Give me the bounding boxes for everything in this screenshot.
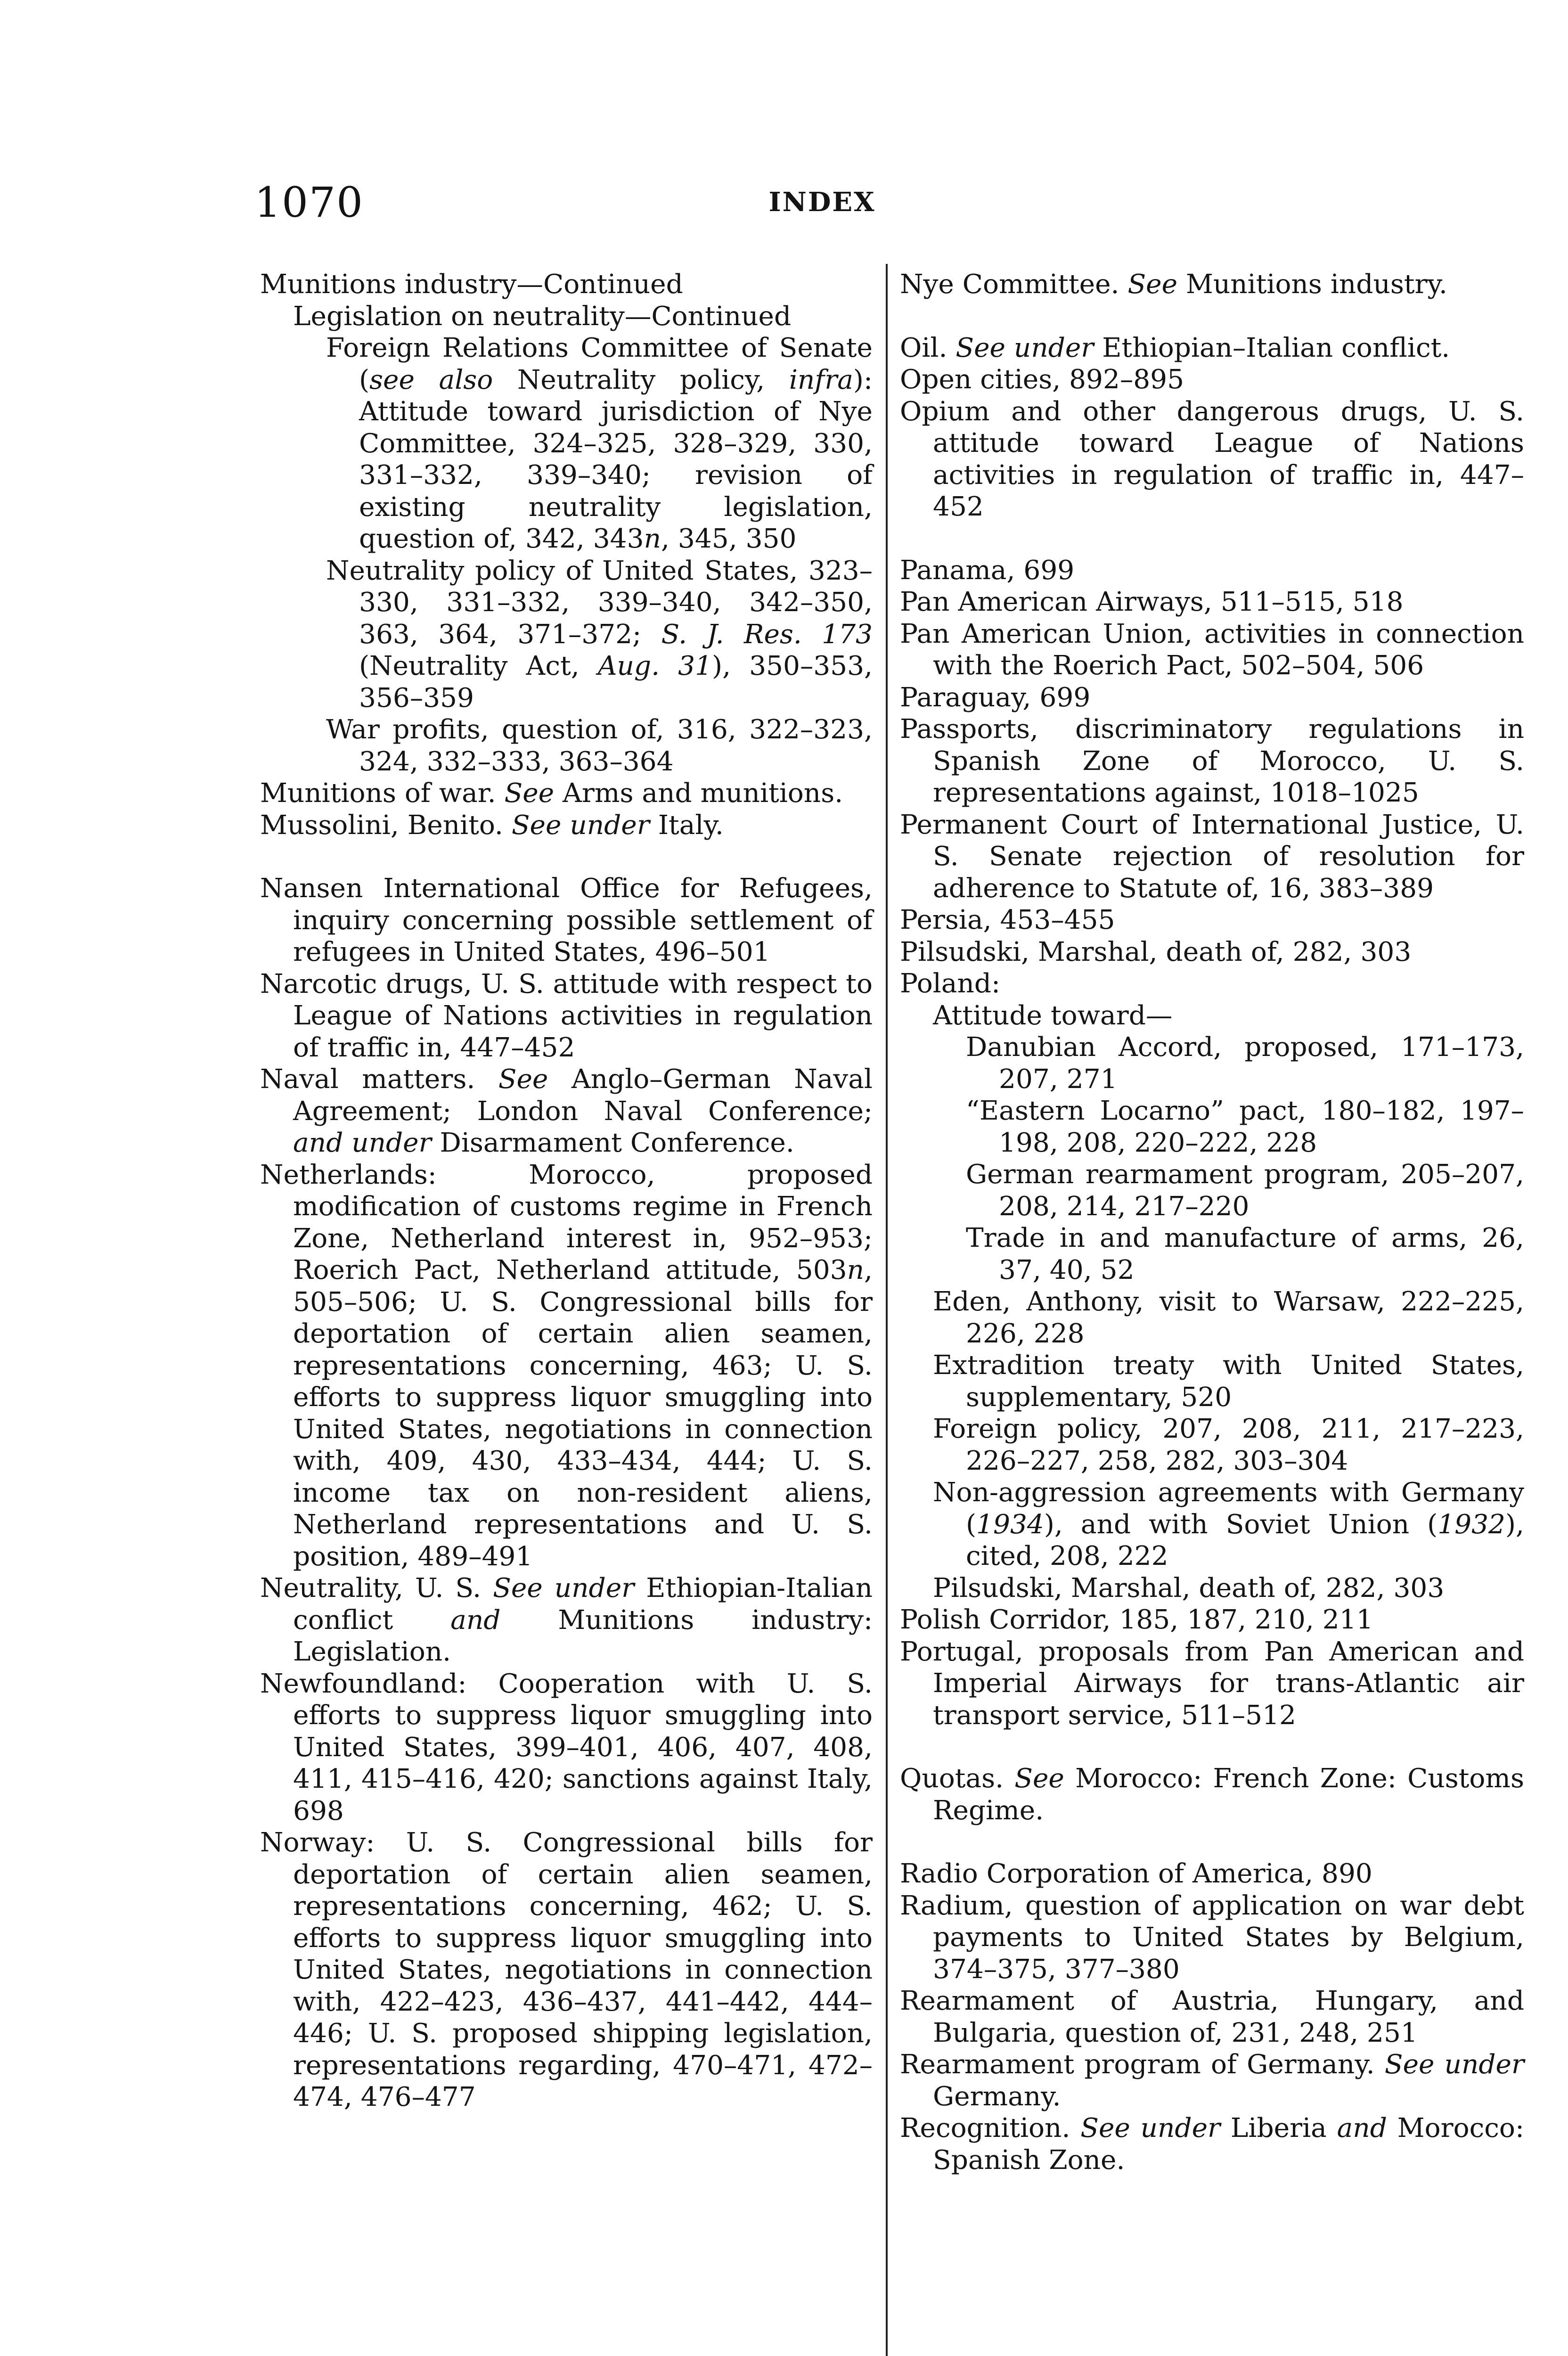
page-header <box>254 179 1390 231</box>
index-entry: Pan American Union, activities in connection with the Roerich Pact, 502–504, 506 <box>900 618 1524 681</box>
index-subentry: Foreign Relations Committee of Senate (see also Neutrality policy, infra): Attitude toward jurisdiction of Nye Committee, 324–325, 328–329, 330, 331–332, 339–340; revision of existing neutrality legislation, question of, 342, 343n, 345, 350 <box>326 333 873 554</box>
index-entry: Quotas. See Morocco: French Zone: Customs Regime. <box>900 1763 1525 1826</box>
index-entry: Nye Committee. See Munitions industry. <box>900 269 1447 300</box>
index-entry: Nansen International Office for Refugees, inquiry concerning possible settlement of refugees in United States, 496–501 <box>260 873 873 967</box>
index-entry: Paraguay, 699 <box>900 682 1091 713</box>
index-entry: Munitions of war. See Arms and munitions. <box>260 778 843 809</box>
index-entry: Narcotic drugs, U. S. attitude with respect to League of Nations activities in regulation of traffic in, 447–452 <box>260 968 873 1063</box>
index-entry: Opium and other dangerous drugs, U. S. attitude toward League of Nations activities in regulation of traffic in, 447–452 <box>900 396 1524 522</box>
index-subentry: Attitude toward— <box>933 1000 1173 1031</box>
index-entry: Open cities, 892–895 <box>900 364 1184 395</box>
index-entry: Neutrality, U. S. See under Ethiopian-Italian conflict and Munitions industry: Legislation. <box>260 1573 873 1667</box>
index-subentry: Trade in and manufacture of arms, 26, 37, 40, 52 <box>966 1223 1524 1285</box>
index-entry: Polish Corridor, 185, 187, 210, 211 <box>900 1604 1373 1635</box>
index-entry: Netherlands: Morocco, proposed modification of customs regime in French Zone, Netherland interest in, 952–953; Roerich Pact, Netherland attitude, 503n, 505–506; U. S. Congressional bills for deportation of certain alien seamen, representations concerning, 463; U. S. efforts to suppress liquor smuggling into United States, negotiations in connection with, 409, 430, 433–434, 444; U. S. income tax on non-resident aliens, Netherland representations and U. S. position, 489–491 <box>260 1159 873 1572</box>
index-entry: Norway: U. S. Congressional bills for deportation of certain alien seamen, representations concerning, 462; U. S. efforts to suppress liquor smuggling into United States, negotiations in connection with, 422–423, 436–437, 441–442, 444–446; U. S. proposed shipping legislation, representations regarding, 470–471, 472–474, 476–477 <box>260 1827 873 2112</box>
index-subentry: Non-aggression agreements with Germany (1934), and with Soviet Union (1932), cited, 208, 222 <box>933 1477 1524 1571</box>
left-column <box>260 269 873 2113</box>
index-subentry: German rearmament program, 205–207, 208, 214, 217–220 <box>966 1159 1524 1222</box>
index-entry: Pilsudski, Marshal, death of, 282, 303 <box>900 936 1412 967</box>
index-entry: Naval matters. See Anglo–German Naval Agreement; London Naval Conference; and under Disarmament Conference. <box>260 1064 873 1158</box>
index-entry: Panama, 699 <box>900 555 1075 586</box>
index-subentry: Danubian Accord, proposed, 171–173, 207, 271 <box>966 1032 1524 1095</box>
right-column <box>900 269 1524 2176</box>
page-number: 1070 <box>254 178 364 227</box>
index-entry: Persia, 453–455 <box>900 905 1115 935</box>
index-subentry: Legislation on neutrality—Continued <box>293 301 792 332</box>
index-entry: Munitions industry—Continued <box>260 269 683 300</box>
index-entry: Newfoundland: Cooperation with U. S. efforts to suppress liquor smuggling into United States, 399–401, 406, 407, 408, 411, 415–416, 420; sanctions against Italy, 698 <box>260 1668 873 1826</box>
index-subentry: “Eastern Locarno” pact, 180–182, 197–198, 208, 220–222, 228 <box>966 1096 1524 1158</box>
running-head: INDEX <box>768 187 876 218</box>
index-entry: Passports, discriminatory regulations in Spanish Zone of Morocco, U. S. representations against, 1018–1025 <box>900 714 1524 808</box>
index-entry: Rearmament of Austria, Hungary, and Bulgaria, question of, 231, 248, 251 <box>900 1986 1524 2048</box>
index-subentry: Extradition treaty with United States, supplementary, 520 <box>933 1350 1524 1413</box>
index-entry: Pan American Airways, 511–515, 518 <box>900 587 1404 617</box>
index-subentry: Pilsudski, Marshal, death of, 282, 303 <box>933 1572 1445 1603</box>
index-entry: Portugal, proposals from Pan American and Imperial Airways for trans-Atlantic air transport service, 511–512 <box>900 1636 1524 1731</box>
index-entry: Permanent Court of International Justice, U. S. Senate rejection of resolution for adherence to Statute of, 16, 383–389 <box>900 809 1524 904</box>
index-entry: Recognition. See under Liberia and Morocco: Spanish Zone. <box>900 2113 1524 2176</box>
index-subentry: War profits, question of, 316, 322–323, 324, 332–333, 363–364 <box>326 714 873 777</box>
index-subentry: Foreign policy, 207, 208, 211, 217–223, 226–227, 258, 282, 303–304 <box>933 1414 1524 1476</box>
index-entry: Radio Corporation of America, 890 <box>900 1858 1372 1889</box>
index-entry: Mussolini, Benito. See under Italy. <box>260 810 724 841</box>
index-entry: Poland: <box>900 968 1001 999</box>
index-subentry: Eden, Anthony, visit to Warsaw, 222–225, 226, 228 <box>933 1286 1524 1349</box>
column-divider <box>886 264 888 2356</box>
index-subentry: Neutrality policy of United States, 323–330, 331–332, 339–340, 342–350, 363, 364, 371–372; S. J. Res. 173 (Neutrality Act, Aug. 31), 350–353, 356–359 <box>326 555 873 713</box>
index-entry: Radium, question of application on war debt payments to United States by Belgium, 374–375, 377–380 <box>900 1890 1524 1985</box>
index-entry: Rearmament program of Germany. See under Germany. <box>900 2049 1524 2112</box>
index-entry: Oil. See under Ethiopian–Italian conflict. <box>900 332 1450 363</box>
